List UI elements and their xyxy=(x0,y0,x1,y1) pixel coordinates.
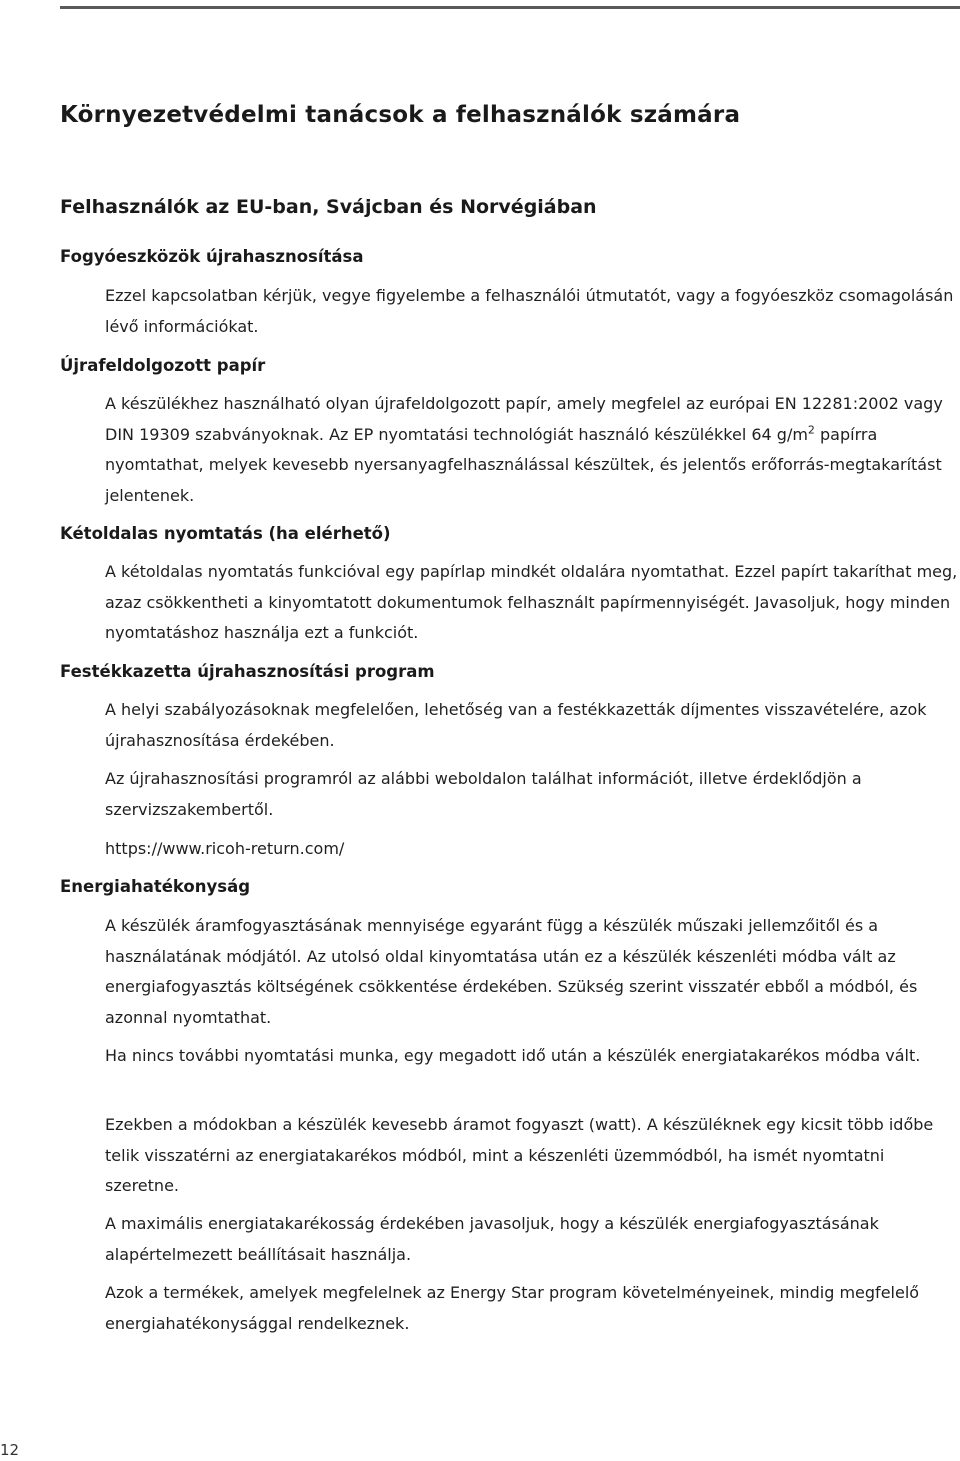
para-energy-4: A maximális energiatakarékosság érdekében javasoljuk, hogy a készülék energiafogyasztásának alapértelmezett beállításait használja. xyxy=(105,1214,879,1264)
para-duplex-1: A kétoldalas nyomtatás funkcióval egy papírlap mindkét oldalára nyomtathat. Ezzel papírt takaríthat meg, azaz csökkentheti a kinyomtatott dokumentumok felhasznált papírmennyiségét. Javasoljuk, hogy minden nyomtatáshoz használja ezt a funkciót. xyxy=(105,562,958,643)
heading-consumables: Fogyóeszközök újrahasznosítása xyxy=(60,247,364,266)
para-energy-5: Azok a termékek, amelyek megfelelnek az Energy Star program követelményeinek, mindig megfelelő energiahatékonysággal rendelkeznek. xyxy=(105,1283,920,1333)
para-energy-2: Ha nincs további nyomtatási munka, egy megadott idő után a készülék energiatakarékos módba vált. xyxy=(105,1046,921,1065)
para-energy-1: A készülék áramfogyasztásának mennyisége egyaránt függ a készülék műszaki jellemzőitől és a használatának módjától. Az utolsó oldal kinyomtatása után ez a készülék készenléti módba vált az energiafogyasztás költségének csökkentése érdekében. Szükség szerint visszatér ebből a módból, és azonnal nyomtathat. xyxy=(105,916,918,1027)
para-recycled-paper-text-a: A készülékhez használható olyan újrafeldolgozott papír, amely megfelel az európai EN 12281:2002 vagy DIN 19309 szabványoknak. Az EP nyomtatási technológiát használó készülékkel 64 g/m xyxy=(105,394,943,444)
toner-url: https://www.ricoh-return.com/ xyxy=(105,839,345,858)
page-number: 12 xyxy=(0,1441,20,1459)
heading-duplex: Kétoldalas nyomtatás (ha elérhető) xyxy=(60,524,391,543)
heading-recycled-paper: Újrafeldolgozott papír xyxy=(60,356,266,375)
para-recycled-paper-text-b: papírra nyomtathat, melyek kevesebb nyersanyagfelhasználással készültek, és jelentős erőforrás-megtakarítást jelentenek. xyxy=(105,424,942,505)
superscript-2: 2 xyxy=(807,423,815,437)
page-title: Környezetvédelmi tanácsok a felhasználók számára xyxy=(60,102,741,128)
section-subtitle: Felhasználók az EU-ban, Svájcban és Norvégiában xyxy=(60,196,597,218)
para-recycled-paper-1 xyxy=(105,389,959,511)
para-energy-3: Ezekben a módokban a készülék kevesebb áramot fogyaszt (watt). A készüléknek egy kicsit több időbe telik visszatérni az energiatakarékos módból, mint a készenléti üzemmódból, ha ismét nyomtatni szeretne. xyxy=(105,1115,934,1196)
para-consumables-1: Ezzel kapcsolatban kérjük, vegye figyelembe a felhasználói útmutatót, vagy a fogyóeszköz csomagolásán lévő információkat. xyxy=(105,286,954,336)
top-rule xyxy=(60,6,960,9)
para-toner-2: Az újrahasznosítási programról az alábbi weboldalon találhat információt, illetve érdeklődjön a szervizszakembertől. xyxy=(105,769,862,819)
heading-energy: Energiahatékonyság xyxy=(60,877,251,896)
para-toner-1: A helyi szabályozásoknak megfelelően, lehetőség van a festékkazetták díjmentes visszavételére, azok újrahasznosítása érdekében. xyxy=(105,700,927,750)
heading-toner: Festékkazetta újrahasznosítási program xyxy=(60,662,435,681)
